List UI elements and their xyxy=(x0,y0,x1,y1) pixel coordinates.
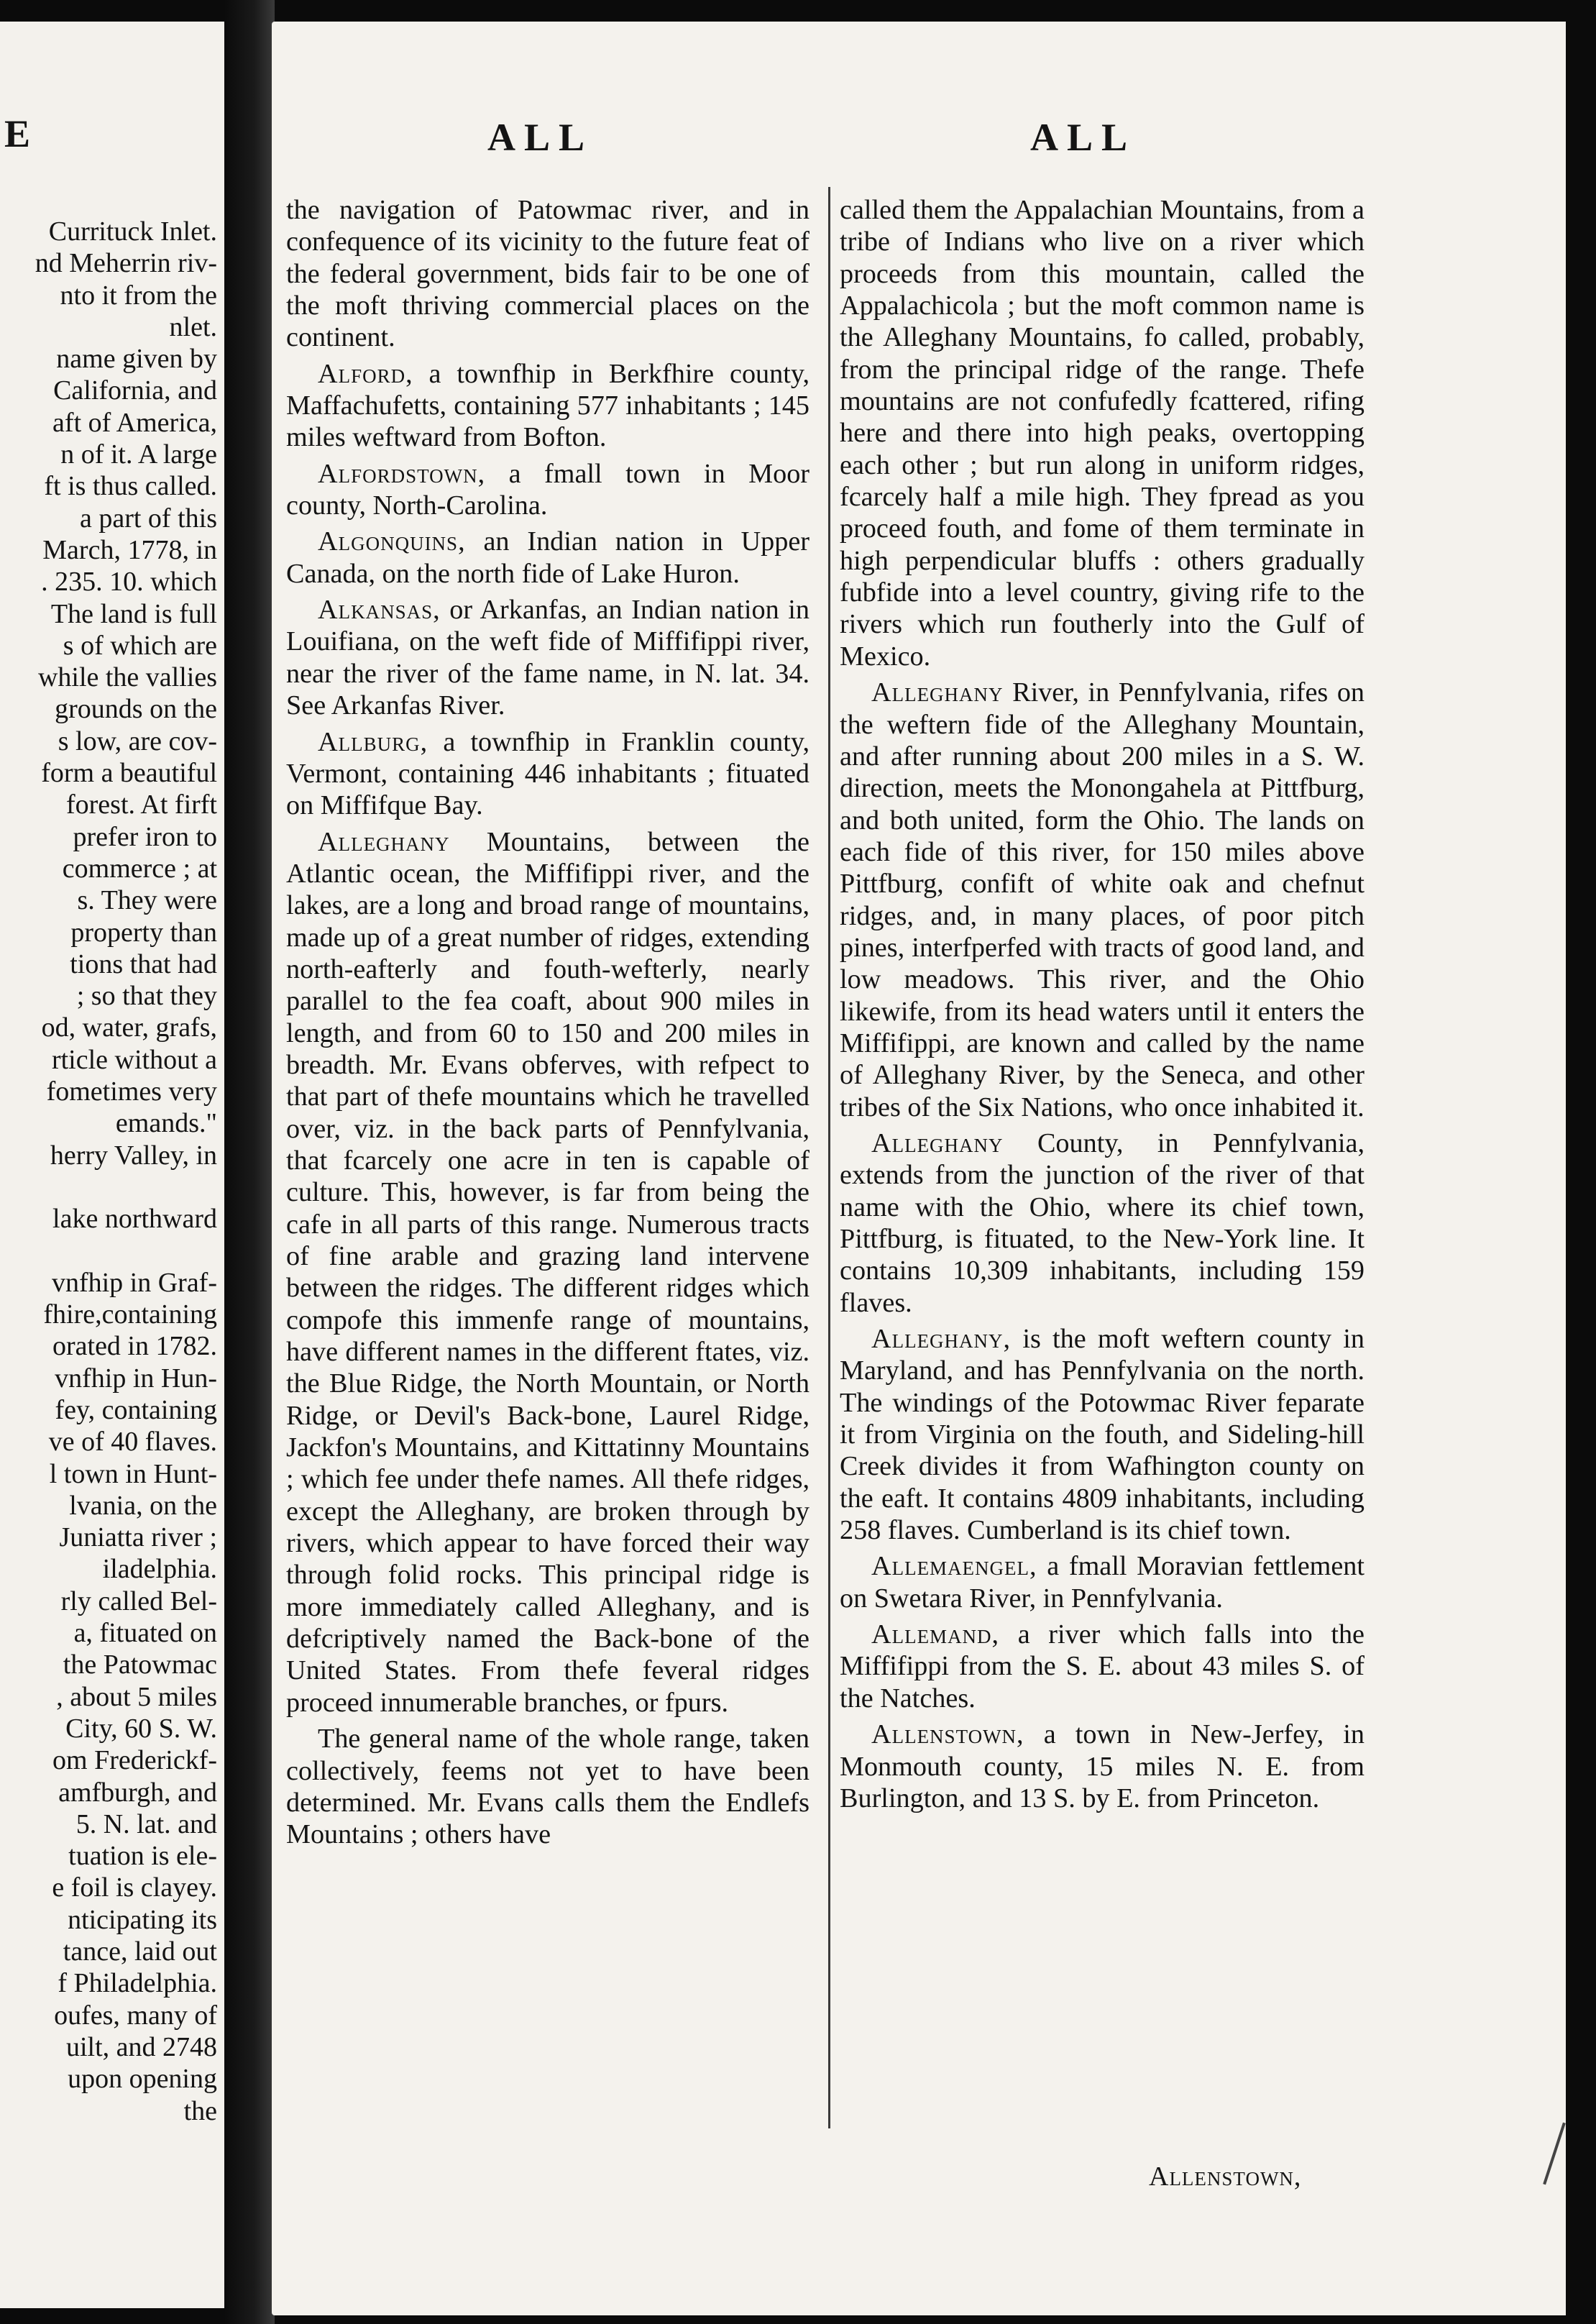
catchword: Allenstown, xyxy=(1149,2161,1302,2192)
left-page-line: , about 5 miles xyxy=(56,1681,217,1712)
left-page-line: grounds on the xyxy=(55,694,217,725)
left-page-line: commerce ; at xyxy=(62,853,217,884)
left-page-line: s of which are xyxy=(63,630,217,661)
left-page-line: nd Meherrin riv- xyxy=(35,248,217,279)
left-page-line: California, and xyxy=(53,375,217,406)
left-page-line: fhire,containing xyxy=(43,1299,217,1330)
entry-text: Mountains, between the Atlantic ocean, the Miffifippi river, and the lakes, are a long and broad range of mountains, made up of a great number of ridges, extending north-eafterly and fouth-wefterly, nearly parallel to the fea coaft, about 900 miles in length, and from 60 to 150 and 200 miles in breadth. Mr. Evans obferves, with refpect to that part of thefe mountains which he travelled over, viz. in the back parts of Pennfylvania, that fcarcely one acre in ten is capable of culture. This, however, is far from being the cafe in all parts of this range. Numerous tracts of fine arable and grazing land intervene between the ridges. The different ridges which compofe this immenfe range of mountains, have different names in the different ftates, viz. the Blue Ridge, the North Mountain, or North Ridge, or Devil's Back-bone, Laurel Ridge, Jackfon's Mountains, and Kittatinny Mountains ; which fee under thefe names. All thefe ridges, except the Alleghany, are broken through by rivers, which appear to have forced their way through folid rocks. This principal ridge is more immediately called Alleghany, and is defcriptively named the Back-bone of the United States. From thefe feveral ridges proceed innumerable branches, or fpurs. xyxy=(286,826,810,1718)
left-page-line: emands." xyxy=(115,1108,217,1139)
entry-paragraph xyxy=(286,1723,810,1850)
left-page-line: . 235. 10. which xyxy=(41,567,217,598)
entry-head: Alleghany xyxy=(871,1127,1004,1158)
entry-head: Alford, xyxy=(318,358,413,389)
left-page-line: iladelphia. xyxy=(102,1554,217,1585)
entry-text: a river which falls into the Miffifippi from the S. E. about 43 miles S. of the Natches. xyxy=(840,1619,1365,1714)
entry-text: a townfhip in Franklin county, Vermont, containing 446 inhabitants ; fituated on Miffifque Bay. xyxy=(286,726,810,821)
left-page-line: a, fituated on xyxy=(73,1618,217,1649)
entry-text: is the moft weftern county in Maryland, and has Pennfylvania on the north. The windings of the Potowmac River feparate it from Virginia on the fouth, and Sideling-hill Creek divides it from Wafhington county on the eaft. It contains 4809 inhabitants, including 258 flaves. Cumberland is its chief town. xyxy=(840,1324,1365,1546)
left-page-line: nlet. xyxy=(169,311,217,342)
left-page-line: l town in Hunt- xyxy=(49,1458,217,1489)
left-page-line: n of it. A large xyxy=(60,439,217,470)
left-page-line: while the vallies xyxy=(37,662,217,693)
left-page-line: prefer iron to xyxy=(73,821,217,852)
entry-head: Allburg, xyxy=(318,726,428,757)
entry-paragraph xyxy=(286,358,810,454)
left-page-text xyxy=(0,216,217,2127)
left-page-line: f Philadelphia. xyxy=(58,1968,217,1999)
left-page-line: oufes, many of xyxy=(54,2000,217,2031)
left-page-line: orated in 1782. xyxy=(52,1331,217,1362)
left-page-line: om Frederickf- xyxy=(52,1745,217,1776)
entry-head: Alkansas, xyxy=(318,595,441,626)
entry-head: Alleghany xyxy=(871,677,1004,708)
entry-head: Alleghany xyxy=(318,826,450,857)
left-page-line: the xyxy=(183,2095,217,2126)
entry-head: Alleghany, xyxy=(871,1324,1012,1355)
left-page-line: rly called Bel- xyxy=(60,1586,217,1616)
left-page-line: name given by xyxy=(56,344,217,375)
entry-paragraph xyxy=(840,1619,1365,1714)
left-page-line: vnfhip in Hun- xyxy=(55,1363,217,1394)
left-page-line: ; so that they xyxy=(76,981,217,1012)
entry-text: an Indian nation in Upper Canada, on the north fide of Lake Huron. xyxy=(286,526,810,589)
entry-paragraph xyxy=(286,458,810,522)
left-page-line: aft of America, xyxy=(52,407,217,438)
entry-paragraph xyxy=(286,194,810,354)
left-page-line: form a beautiful xyxy=(41,758,217,789)
entry-paragraph xyxy=(840,194,1365,672)
entry-head: Algonquins, xyxy=(318,526,466,557)
entry-paragraph xyxy=(840,1127,1365,1319)
entry-paragraph xyxy=(840,1719,1365,1814)
left-page-line: ft is thus called. xyxy=(44,471,217,502)
column-left xyxy=(286,194,810,1855)
left-page-fragment xyxy=(0,22,224,2308)
left-page-line: tance, laid out xyxy=(63,1936,217,1967)
entry-text: the navigation of Patowmac river, and in confequence of its vicinity to the future feat of the federal government, bids fair to be one of the moft thriving commercial places on the continent. xyxy=(286,195,810,353)
entry-head: Allenstown, xyxy=(871,1719,1024,1750)
left-page-line: od, water, grafs, xyxy=(41,1012,217,1043)
left-page-line: herry Valley, in xyxy=(50,1140,217,1171)
left-page-line: tions that had xyxy=(70,948,217,979)
page-edge-mark xyxy=(1543,2123,1566,2185)
running-head-left: ALL xyxy=(487,116,594,159)
left-page-line: uilt, and 2748 xyxy=(65,2031,217,2062)
left-page-line xyxy=(0,1235,217,1267)
left-page-line: the Patowmac xyxy=(63,1650,217,1680)
left-page-line: Juniatta river ; xyxy=(59,1522,217,1553)
entry-head: Alfordstown, xyxy=(318,458,486,489)
entry-head: Allemand, xyxy=(871,1619,1000,1650)
entry-text: a fmall Moravian fettlement on Swetara River, in Pennfylvania. xyxy=(840,1551,1365,1614)
entry-text: a townfhip in Berkfhire county, Maffachufetts, containing 577 inhabitants ; 145 miles weftward from Bofton. xyxy=(286,358,810,453)
left-page-line xyxy=(0,1171,217,1203)
entry-text: River, in Pennfylvania, rifes on the weftern fide of the Alleghany Mountain, and after running about 200 miles in a S. W. direction, meets the Monongahela at Pittfburg, and both united, form the Ohio. The lands on each fide of this river, for 150 miles above Pittfburg, confift of white oak and chefnut ridges, and, in many places, of poor pitch pines, interfperfed with tracts of good land, and low meadows. This river, and the Ohio likewife, from its head waters until it enters the Miffifippi, are known and called by the name of Alleghany River, by the Seneca, and other tribes of the Six Nations, who once inhabited it. xyxy=(840,677,1365,1122)
left-page-line: lake northward xyxy=(52,1204,217,1235)
left-page-line: nticipating its xyxy=(68,1904,217,1935)
entry-paragraph xyxy=(286,826,810,1719)
entry-text: County, in Pennfylvania, extends from the junction of the river of that name with the Ohio, where its chief town, Pittfburg, is fituated, to the New-York line. It contains 10,309 inhabitants, including 159 flaves. xyxy=(840,1127,1365,1318)
entry-text: called them the Appalachian Mountains, from a tribe of Indians who live on a river which proceeds from this mountain, called the Appalachicola ; but the moft common name is the Alleghany Mountains, fo called, probably, from the principal ridge of the range. Thefe mountains are not confufedly fcattered, rifing here and there into high peaks, overtopping each other ; but run along in uniform ridges, fcarcely half a mile high. They fpread as you proceed fouth, and fome of them terminate in high perpendicular bluffs : others gradually fubfide into a level country, giving rife to the rivers which run foutherly into the Gulf of Mexico. xyxy=(840,195,1365,672)
left-page-line: City, 60 S. W. xyxy=(65,1713,217,1744)
entry-paragraph xyxy=(286,594,810,721)
left-page-line: March, 1778, in xyxy=(42,534,217,565)
right-page xyxy=(272,22,1566,2315)
left-page-line: a part of this xyxy=(79,503,217,534)
left-running-head: E xyxy=(4,112,35,155)
column-rule xyxy=(828,187,830,2128)
entry-paragraph xyxy=(840,677,1365,1123)
entry-paragraph xyxy=(840,1550,1365,1614)
left-page-line: ve of 40 flaves. xyxy=(48,1427,217,1458)
left-page-line: The land is full xyxy=(50,598,217,629)
entry-head: Allemaengel, xyxy=(871,1551,1037,1582)
left-page-line: 5. N. lat. and xyxy=(75,1808,217,1839)
left-page-line: s. They were xyxy=(77,885,217,916)
left-page-line: property than xyxy=(70,917,217,948)
left-page-line: forest. At firft xyxy=(65,790,217,820)
left-page-line: s low, are cov- xyxy=(58,726,217,756)
entry-text: The general name of the whole range, taken collectively, feems not yet to have been determined. Mr. Evans calls them the Endlefs Mountains ; others have xyxy=(286,1724,810,1850)
entry-text: or Arkanfas, an Indian nation in Louifiana, on the weft fide of Miffifippi river, near the river of the fame name, in N. lat. 34. See Arkanfas River. xyxy=(286,595,810,721)
entry-text: a town in New-Jerfey, in Monmouth county, 15 miles N. E. from Burlington, and 13 S. by E. from Princeton. xyxy=(840,1719,1365,1813)
left-page-line: fey, containing xyxy=(55,1394,217,1425)
left-page-line: e foil is clayey. xyxy=(52,1872,217,1903)
left-page-line: rticle without a xyxy=(51,1044,217,1075)
book-gutter xyxy=(224,0,275,2324)
entry-text: a fmall town in Moor county, North-Carolina. xyxy=(286,458,810,521)
entry-paragraph xyxy=(286,726,810,822)
entry-paragraph xyxy=(286,526,810,590)
left-page-line: fometimes very xyxy=(46,1076,217,1107)
column-right xyxy=(840,194,1365,1819)
left-page-line: tuation is ele- xyxy=(68,1841,217,1872)
left-page-line: vnfhip in Graf- xyxy=(51,1267,217,1298)
running-head-right: ALL xyxy=(1030,116,1137,159)
left-page-line: upon opening xyxy=(68,2064,217,2095)
left-page-line: nto it from the xyxy=(60,280,217,311)
entry-paragraph xyxy=(840,1323,1365,1546)
left-page-line: Currituck Inlet. xyxy=(48,216,217,247)
left-page-line: amfburgh, and xyxy=(58,1777,217,1808)
left-page-line: lvania, on the xyxy=(69,1490,217,1521)
